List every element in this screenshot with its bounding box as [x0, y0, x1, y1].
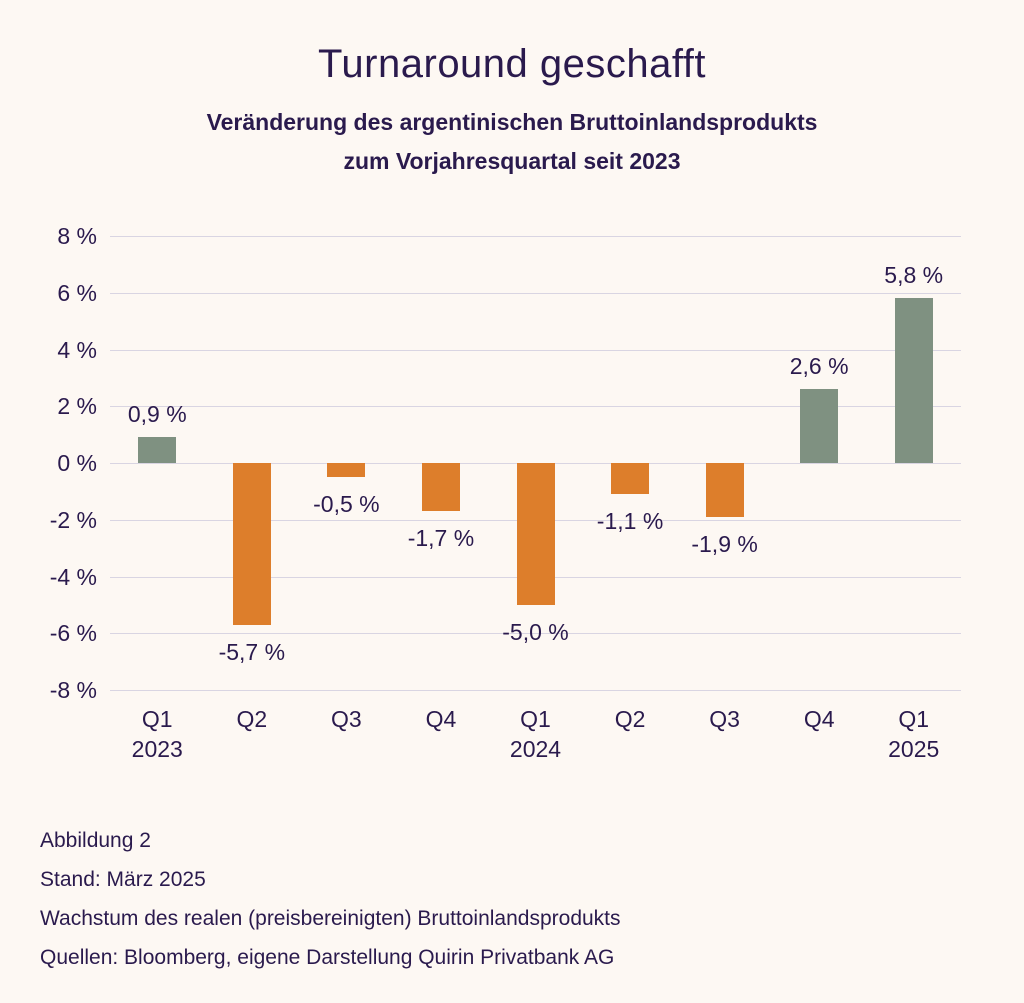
- x-axis-quarter-label: Q2: [236, 706, 268, 732]
- footnote-description: Wachstum des realen (preisbereinigten) Bruttoinlandsprodukts: [40, 907, 621, 930]
- y-axis-tick-label: 6 %: [57, 279, 97, 306]
- bar-q2-2024: [611, 463, 649, 494]
- bar-value-label: -1,7 %: [407, 525, 475, 552]
- y-axis-tick-label: 0 %: [57, 450, 97, 476]
- footnote-date: Stand: März 2025: [40, 868, 206, 891]
- gridline: [110, 690, 961, 691]
- bar-value-label: -5,0 %: [502, 618, 569, 645]
- bar-q1-2023: [138, 437, 176, 463]
- bar-q1-2024: [517, 463, 555, 605]
- x-axis-quarter-label: Q3: [709, 706, 740, 732]
- x-axis-year-label: 2025: [888, 736, 940, 762]
- x-axis-quarter-label: Q4: [425, 706, 457, 732]
- bar-q1-2025: [895, 298, 933, 463]
- bar-q3-2024: [706, 463, 744, 517]
- x-axis-quarter-label: Q1: [898, 706, 930, 732]
- x-axis-quarter-label: Q1: [520, 706, 551, 732]
- bar-value-label: 5,8 %: [884, 262, 944, 289]
- chart-subtitle-line2: zum Vorjahresquartal seit 2023: [343, 148, 681, 174]
- x-axis-quarter-label: Q3: [331, 706, 362, 732]
- y-axis-tick-label: -4 %: [49, 563, 97, 590]
- bar-q4-2023: [422, 463, 460, 511]
- bar-q2-2023: [233, 463, 271, 625]
- y-axis-tick-label: -2 %: [49, 506, 97, 533]
- y-axis-tick-label: -6 %: [49, 620, 97, 647]
- gridline: [110, 293, 961, 294]
- chart-title: Turnaround geschafft: [317, 42, 707, 86]
- y-axis-tick-label: 2 %: [57, 393, 97, 420]
- chart-subtitle-line1: Veränderung des argentinischen Bruttoinlandsprodukts: [206, 109, 818, 135]
- bar-value-label: -1,9 %: [691, 530, 758, 557]
- y-axis-tick-label: 8 %: [57, 223, 97, 249]
- y-axis-tick-label: -8 %: [49, 677, 97, 703]
- x-axis-year-label: 2023: [131, 736, 183, 762]
- bar-value-label: 2,6 %: [789, 353, 849, 380]
- bar-value-label: -5,7 %: [218, 638, 286, 665]
- x-axis-quarter-label: Q4: [803, 706, 835, 732]
- bar-q4-2024: [800, 389, 838, 463]
- bar-value-label: -0,5 %: [313, 491, 380, 518]
- gridline: [110, 350, 961, 351]
- x-axis-year-label: 2024: [509, 736, 562, 762]
- x-axis-quarter-label: Q2: [614, 706, 646, 732]
- footnote-sources: Quellen: Bloomberg, eigene Darstellung Quirin Privatbank AG: [40, 946, 615, 969]
- gridline: [110, 236, 961, 237]
- bar-value-label: 0,9 %: [127, 401, 187, 428]
- bar-value-label: -1,1 %: [596, 508, 664, 535]
- footnote-figure-number: Abbildung 2: [40, 829, 151, 852]
- bar-q3-2023: [327, 463, 365, 477]
- x-axis-quarter-label: Q1: [141, 706, 173, 732]
- y-axis-tick-label: 4 %: [57, 336, 97, 363]
- chart-footnotes: [40, 821, 621, 977]
